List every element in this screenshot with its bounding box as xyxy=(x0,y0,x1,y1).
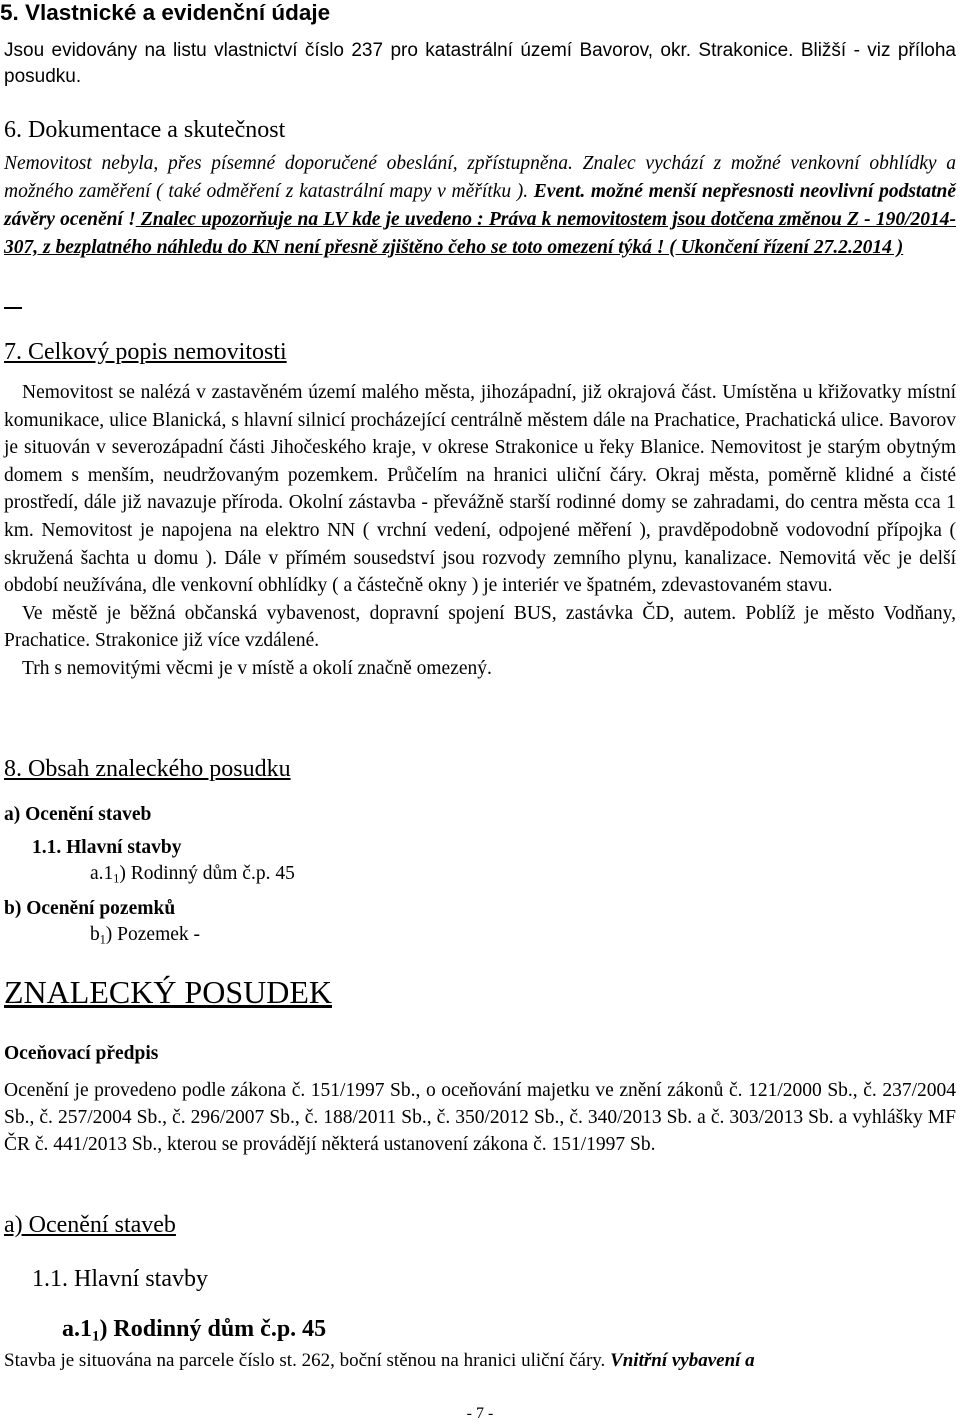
staveb-heading: a) Ocenění staveb xyxy=(4,1212,176,1238)
section-5-text: Jsou evidovány na listu vlastnictví číslo 237 pro katastrální území Bavorov, okr. Strakonice. Bližší - viz příloha posudku. xyxy=(4,40,956,87)
hlavni-stavby-heading: 1.1. Hlavní stavby xyxy=(32,1266,208,1292)
toc-a1-sub: 1 xyxy=(113,871,120,886)
toc-a1-prefix: a.1 xyxy=(90,863,114,884)
section-7-text xyxy=(4,379,956,683)
toc-b1-prefix: b xyxy=(90,924,100,945)
section-7-heading: 7. Celkový popis nemovitosti xyxy=(4,339,287,365)
rodinny-dum-sub: 1 xyxy=(92,1328,100,1345)
rodinny-dum-heading xyxy=(62,1316,326,1343)
rodinny-dum-rest: ) Rodinný dům č.p. 45 xyxy=(99,1316,327,1342)
section-7-paragraph-1: Nemovitost se nalézá v zastavěném území malého města, jihozápadní, již okrajová část. Umístěna u křižovatky místní komunikace, ulice Blanická, s hlavní silnicí procházející centrálně městem dále na Prachatice, Prachatická ulice. Bavorov je situován v severozápadní části Jihočeského kraje, v okrese Strakonice u řeky Blanice. Nemovitost je starým obytným domem s menším, neudržovaným pozemkem. Průčelím na hranici uliční čáry. Okraj města, poměrně klidné a čisté prostředí, dále již navazuje příroda. Okolní zástavba - převážně starší rodinné domy se zahradami, do centra města cca 1 km. Nemovitost je napojena na elektro NN ( vrchní vedení, odpojené měření ), pravděpodobně vodovodní přípojka ( skružená šachta u domu ). Dále v přímém sousedství jsou rozvody zemního plynu, kanalizace. Nemovitá věc je delší období neužívána, dle venkovní obhlídky ( a částečně okny ) je interiér ve špatném, zdevastovaném stavu. xyxy=(4,382,956,597)
report-title: ZNALECKÝ POSUDEK xyxy=(4,974,332,1010)
toc-a1-item xyxy=(90,863,295,885)
section-6-bold-italic-text: Event. možné menší nepřesnosti neovlivní podstatně závěry ocenění ! xyxy=(4,181,956,230)
section-6-italic-text: Nemovitost nebyla, přes písemné doporučené obeslání, zpřístupněna. Znalec vychází z možné venkovní obhlídky a možného zaměření ( také odměření z katastrální mapy v měřítku ). xyxy=(4,153,956,202)
toc-a-heading: a) Ocenění staveb xyxy=(4,804,152,825)
stavba-plain-text: Stavba je situována na parcele číslo st. 262, boční stěnou na hranici uliční čáry. xyxy=(4,1350,611,1371)
section-5-heading: 5. Vlastnické a evidenční údaje xyxy=(0,0,331,25)
section-6-warning-text: Znalec upozorňuje na LV kde je uvedeno : Práva k nemovitostem jsou dotčena změnou Z - 190/2014-307, z bezplatného náhledu do KN není přesně zjištěno čeho se toto omezení týká ! ( Ukončení řízení 27.2.2014 ) xyxy=(4,209,956,258)
section-6-text xyxy=(4,150,956,262)
toc-b1-rest: ) Pozemek - xyxy=(105,924,201,945)
underline-stub xyxy=(4,307,22,309)
stavba-bold-italic-text: Vnitřní vybavení a xyxy=(610,1350,755,1371)
section-8-heading: 8. Obsah znaleckého posudku xyxy=(4,756,291,782)
page-number: - 7 - xyxy=(466,1405,494,1422)
oceneni-text: Ocenění je provedeno podle zákona č. 151/1997 Sb., o oceňování majetku ve znění zákonů č. 121/2000 Sb., č. 237/2004 Sb., č. 257/2004 Sb., č. 296/2007 Sb., č. 188/2011 Sb., č. 350/2012 Sb., č. 340/2013 Sb. a č. 303/2013 Sb. a vyhlášky MF ČR č. 441/2013 Sb., kterou se provádějí některá ustanovení zákona č. 151/1997 Sb. xyxy=(4,1080,956,1155)
section-7-paragraph-3: Trh s nemovitými věcmi je v místě a okolí značně omezený. xyxy=(22,657,492,679)
toc-b1-sub: 1 xyxy=(99,932,106,947)
toc-a1-rest: ) Rodinný dům č.p. 45 xyxy=(119,863,295,884)
toc-a11-heading: 1.1. Hlavní stavby xyxy=(32,837,182,858)
oceneni-heading: Oceňovací předpis xyxy=(4,1043,159,1064)
toc-b-heading: b) Ocenění pozemků xyxy=(4,898,176,919)
toc-b1-item xyxy=(90,924,200,946)
section-6-heading: 6. Dokumentace a skutečnost xyxy=(4,117,286,143)
stavba-text xyxy=(4,1350,956,1372)
section-7-paragraph-2: Ve městě je běžná občanská vybavenost, dopravní spojení BUS, zastávka ČD, autem. Poblíž je město Vodňany, Prachatice. Strakonice již více vzdálené. xyxy=(4,602,956,652)
rodinny-dum-prefix: a.1 xyxy=(62,1316,92,1342)
